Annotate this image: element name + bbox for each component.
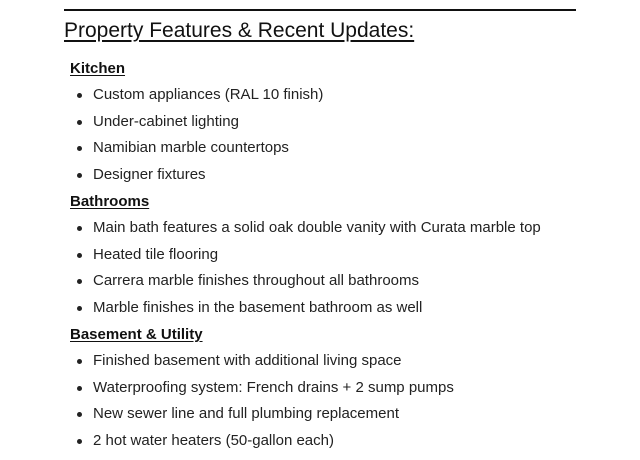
list-item bbox=[77, 378, 454, 405]
list-item-text: Finished basement with additional living space bbox=[93, 352, 402, 369]
bullet-icon bbox=[77, 439, 82, 444]
list-item-text: Namibian marble countertops bbox=[93, 139, 289, 156]
bullet-icon bbox=[77, 279, 82, 284]
bullet-icon bbox=[77, 412, 82, 417]
list-item bbox=[77, 165, 323, 192]
bullet-icon bbox=[77, 253, 82, 258]
bullet-icon bbox=[77, 173, 82, 178]
section-heading-basement: Basement & Utility bbox=[70, 326, 203, 343]
basement-list bbox=[77, 351, 454, 457]
list-item bbox=[77, 298, 541, 325]
list-item-text: Designer fixtures bbox=[93, 165, 206, 183]
bullet-icon bbox=[77, 306, 82, 311]
bullet-icon bbox=[77, 226, 82, 231]
list-item bbox=[77, 85, 323, 112]
list-item-text: Under-cabinet lighting bbox=[93, 112, 239, 130]
list-item-text: Heated tile flooring bbox=[93, 245, 219, 263]
section-heading-bathrooms: Bathrooms bbox=[70, 193, 150, 210]
list-item bbox=[77, 431, 454, 458]
top-divider bbox=[64, 9, 576, 11]
list-item-text: Marble finishes in the basement bathroom as well bbox=[93, 298, 423, 316]
bullet-icon bbox=[77, 359, 82, 364]
kitchen-list bbox=[77, 85, 323, 191]
bathrooms-list bbox=[77, 218, 541, 324]
bullet-icon bbox=[77, 93, 82, 98]
list-item-text: 2 hot water heaters (50-gallon each) bbox=[93, 431, 334, 449]
list-item bbox=[77, 351, 454, 378]
list-item bbox=[77, 112, 323, 139]
list-item bbox=[77, 271, 541, 298]
bullet-icon bbox=[77, 146, 82, 151]
list-item-text: New sewer line and full plumbing replacement bbox=[93, 405, 399, 422]
bullet-icon bbox=[77, 120, 82, 125]
list-item bbox=[77, 138, 323, 165]
list-item-text: Custom appliances (RAL 10 finish) bbox=[93, 86, 324, 103]
list-item bbox=[77, 218, 541, 245]
list-item bbox=[77, 245, 541, 272]
bullet-icon bbox=[77, 386, 82, 391]
list-item-text: Waterproofing system: French drains + 2 sump pumps bbox=[93, 378, 454, 396]
list-item-text: Carrera marble finishes throughout all bathrooms bbox=[93, 272, 419, 289]
document-title: Property Features & Recent Updates: bbox=[64, 19, 415, 42]
section-heading-kitchen: Kitchen bbox=[70, 60, 126, 77]
list-item-text: Main bath features a solid oak double vanity with Curata marble top bbox=[93, 219, 541, 236]
list-item bbox=[77, 404, 454, 431]
